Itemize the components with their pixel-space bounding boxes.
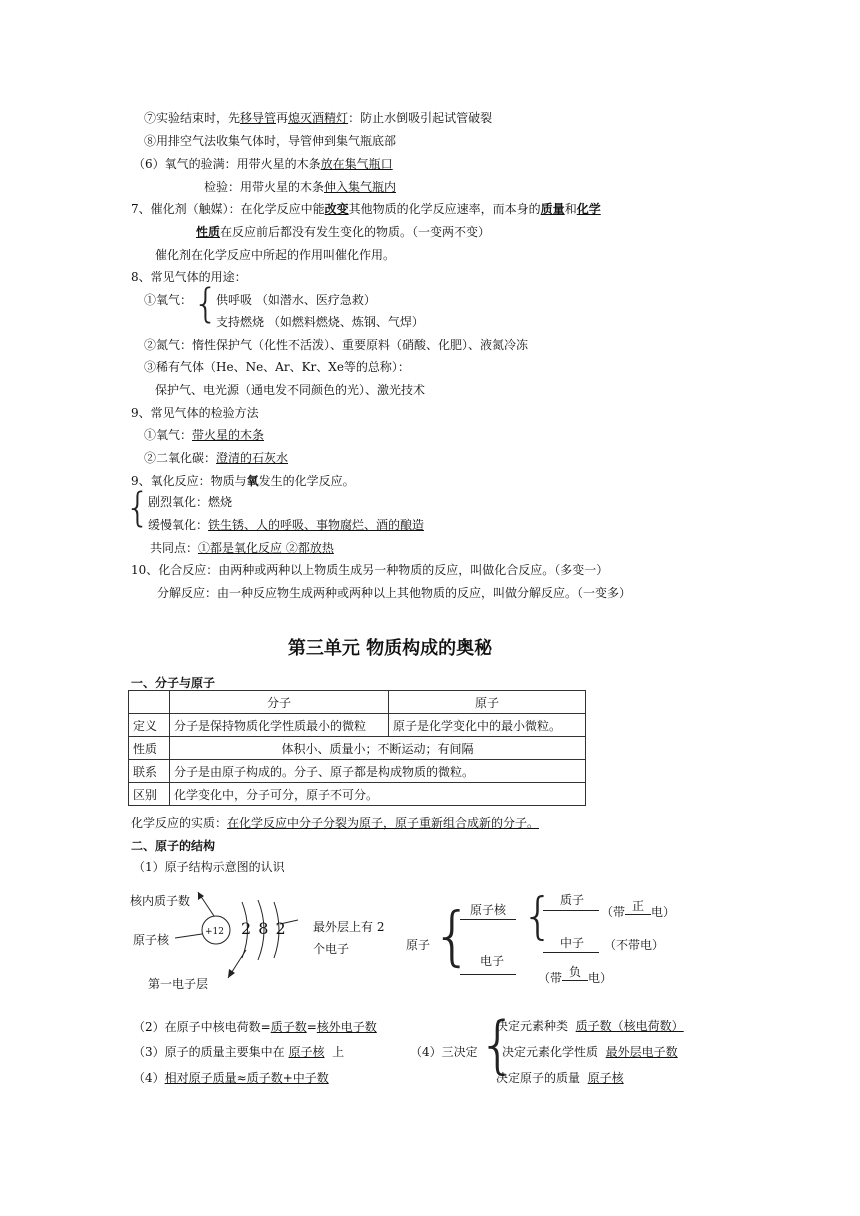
arrow-nucleus xyxy=(175,934,202,938)
bold-text: 氧 xyxy=(246,474,259,488)
line-oxidation xyxy=(131,473,355,489)
line-nitrogen: ②氮气：惰性保护气（化性不活泼）、重要原料（硝酸、化肥）、液氮冷冻 xyxy=(144,338,529,352)
text: （6）氧气的验满：用带火星的木条 xyxy=(133,157,321,171)
line-noble-gas-uses: 保护气、电光源（通电发不同颜色的光）、激光技术 xyxy=(155,383,426,397)
determine-chemical-property xyxy=(502,1044,678,1060)
text: ：防止水倒吸引起试管破裂 xyxy=(348,111,493,125)
section-heading: 一、分子与原子 xyxy=(131,676,216,690)
row-label: 性质 xyxy=(129,737,170,760)
line-slow-oxidation xyxy=(148,517,424,533)
line-noble-gas: ③稀有气体（He、Ne、Ar、Kr、Xe等的总称）： xyxy=(144,360,410,374)
line-co2-test-method xyxy=(144,450,288,466)
nucleus-label: 原子核 xyxy=(133,933,170,947)
underlined-text: 伸入集气瓶内 xyxy=(324,180,397,194)
table-row xyxy=(129,783,586,806)
text: 电） xyxy=(588,971,613,985)
line-combination-reaction: 10、化合反应：由两种或两种以上物质生成另一种物质的反应，叫做化合反应。（多变一） xyxy=(131,563,609,577)
section-heading: 二、原子的结构 xyxy=(131,839,216,853)
neutron-charge: （不带电） xyxy=(604,938,665,952)
line-oxygen-combustion: 支持燃烧 （如燃料燃烧、炼钢、气焊） xyxy=(216,315,424,329)
table-row xyxy=(129,737,586,760)
underlined-text: ①都是氧化反应 ②都放热 xyxy=(198,541,334,555)
text: 共同点： xyxy=(150,541,199,555)
line-oxygen-full-check xyxy=(133,156,393,172)
line-catalyst-cont xyxy=(196,224,490,240)
outer-shell-label: 个电子 xyxy=(313,942,350,956)
text: ②二氧化碳： xyxy=(144,451,217,465)
table-cell: 分子是由原子构成的。分子、原子都是构成物质的微粒。 xyxy=(170,760,586,783)
text: 和 xyxy=(564,202,577,216)
table-cell: 化学变化中，分子可分，原子不可分。 xyxy=(170,783,586,806)
underlined-text: 相对原子质量≈质子数+中子数 xyxy=(164,1071,329,1085)
line-air-collection: ⑧用排空气法收集气体时，导管伸到集气瓶底部 xyxy=(144,134,397,148)
fill-blank: 负 xyxy=(562,964,588,981)
line-oxygen-test-method xyxy=(144,427,264,443)
text: 化学反应的实质： xyxy=(131,816,228,830)
bold-text: 化学 xyxy=(576,202,601,216)
text: 检验：用带火星的木条 xyxy=(204,180,325,194)
first-shell-label: 第一电子层 xyxy=(148,977,209,991)
blank-line xyxy=(543,952,599,953)
brace: { xyxy=(193,281,219,327)
text: 9、氧化反应：物质与 xyxy=(131,474,247,488)
underlined-text: 原子核 xyxy=(288,1045,325,1059)
nucleus-charge: +12 xyxy=(205,927,224,937)
brace: { xyxy=(125,485,151,531)
text: （2）在原子中核电荷数= xyxy=(133,1020,271,1034)
atom-label: 原子 xyxy=(406,938,431,952)
underlined-text: 移导管 xyxy=(240,111,277,125)
line-oxygen-test xyxy=(204,179,396,195)
table-cell: 分子是保持物质化学性质最小的微粒 xyxy=(170,714,389,737)
line-catalyst xyxy=(131,201,601,217)
fill-blank: 正 xyxy=(625,898,651,915)
text: 其他物质的化学反应速率，而本身的 xyxy=(348,202,541,216)
text: 决定元素化学性质 xyxy=(502,1045,599,1059)
underlined-text: 核外电子数 xyxy=(316,1020,377,1034)
brace: { xyxy=(522,887,554,945)
text: 缓慢氧化： xyxy=(148,518,209,532)
text: 决定元素种类 xyxy=(496,1019,569,1033)
line-violent-oxidation: 剧烈氧化：燃烧 xyxy=(148,495,233,509)
text: 发生的化学反应。 xyxy=(258,474,355,488)
table-row xyxy=(129,714,586,737)
underlined-text: 熄灭酒精灯 xyxy=(288,111,349,125)
three-determines-label: （4）三决定 xyxy=(410,1045,478,1059)
table-cell xyxy=(129,691,170,714)
line-oxygen-breathing: 供呼吸 （如潜水、医疗急救） xyxy=(216,293,376,307)
table-cell: 体积小、质量小；不断运动；有间隔 xyxy=(170,737,586,760)
line-decomposition-reaction: 分解反应：由一种反应物生成两种或两种以上其他物质的反应，叫做分解反应。（一变多） xyxy=(157,586,632,600)
text: （3）原子的质量主要集中在 xyxy=(133,1045,285,1059)
line-common-points xyxy=(150,540,334,556)
line-oxygen-label: ①氧气： xyxy=(144,293,193,307)
brace: { xyxy=(478,1008,518,1081)
table-cell: 原子是化学变化中的最小微粒。 xyxy=(389,714,586,737)
text: 再 xyxy=(276,111,289,125)
row-label: 定义 xyxy=(129,714,170,737)
text: 上 xyxy=(332,1045,345,1059)
text: ①氧气： xyxy=(144,428,193,442)
underlined-text: 原子核 xyxy=(587,1071,624,1085)
text: （4） xyxy=(133,1071,165,1085)
underlined-text: 放在集气瓶口 xyxy=(320,157,393,171)
neutron-node: 中子 xyxy=(560,936,585,950)
underlined-text: 质子数 xyxy=(270,1020,307,1034)
text: （带 xyxy=(538,971,563,985)
electron-charge xyxy=(538,965,613,987)
molecule-atom-table xyxy=(128,690,586,806)
text: 在反应前后都没有发生变化的物质。（一变两不变） xyxy=(220,225,491,239)
blank-line xyxy=(460,919,516,920)
proton-count-label: 核内质子数 xyxy=(130,894,191,908)
text: 电） xyxy=(651,905,676,919)
text: （带 xyxy=(601,905,626,919)
line-gas-uses: 8、常见气体的用途： xyxy=(131,270,247,284)
arrowhead xyxy=(228,969,235,978)
subheading: （1）原子结构示意图的认识 xyxy=(133,860,285,874)
line-catalysis: 催化剂在化学反应中所起的作用叫催化作用。 xyxy=(155,248,396,262)
text: 决定原子的质量 xyxy=(496,1071,581,1085)
rule-charge-equality xyxy=(133,1019,377,1035)
table-row xyxy=(129,760,586,783)
row-label: 联系 xyxy=(129,760,170,783)
blank-line xyxy=(460,974,516,975)
rule-relative-atomic-mass xyxy=(133,1070,329,1086)
bold-text: 性质 xyxy=(196,225,221,239)
text: = xyxy=(306,1020,317,1034)
determine-element-type xyxy=(496,1018,684,1034)
blank-line xyxy=(543,910,599,911)
underlined-text: 最外层电子数 xyxy=(605,1045,678,1059)
line-experiment-end xyxy=(144,110,492,126)
proton-node: 质子 xyxy=(560,893,585,907)
underlined-text: 在化学反应中分子分裂为原子，原子重新组合成新的分子。 xyxy=(227,816,540,830)
electron-node: 电子 xyxy=(480,954,505,968)
table-header: 原子 xyxy=(389,691,586,714)
bold-text: 质量 xyxy=(540,202,565,216)
proton-charge xyxy=(601,899,676,921)
electron-configuration: 2 8 2 xyxy=(241,919,287,938)
underlined-text: 质子数（核电荷数） xyxy=(575,1019,684,1033)
table-header: 分子 xyxy=(170,691,389,714)
outer-shell-label: 最外层上有 2 xyxy=(313,920,385,934)
rule-mass-concentration xyxy=(133,1044,344,1060)
row-label: 区别 xyxy=(129,783,170,806)
reaction-essence xyxy=(131,815,539,831)
unit-title: 第三单元 物质构成的奥秘 xyxy=(287,638,493,659)
underlined-text: 铁生锈、人的呼吸、事物腐烂、酒的酿造 xyxy=(208,518,425,532)
underlined-text: 带火星的木条 xyxy=(192,428,265,442)
underlined-text: 澄清的石灰水 xyxy=(216,451,289,465)
nucleus-node: 原子核 xyxy=(470,903,507,917)
table-header-row xyxy=(129,691,586,714)
text: 7、催化剂（触媒）：在化学反应中能 xyxy=(131,202,325,216)
line-gas-tests: 9、常见气体的检验方法 xyxy=(131,406,259,420)
determine-atom-mass xyxy=(496,1070,624,1086)
text: ⑦实验结束时，先 xyxy=(144,111,241,125)
brace: { xyxy=(432,900,473,974)
bold-text: 改变 xyxy=(324,202,349,216)
